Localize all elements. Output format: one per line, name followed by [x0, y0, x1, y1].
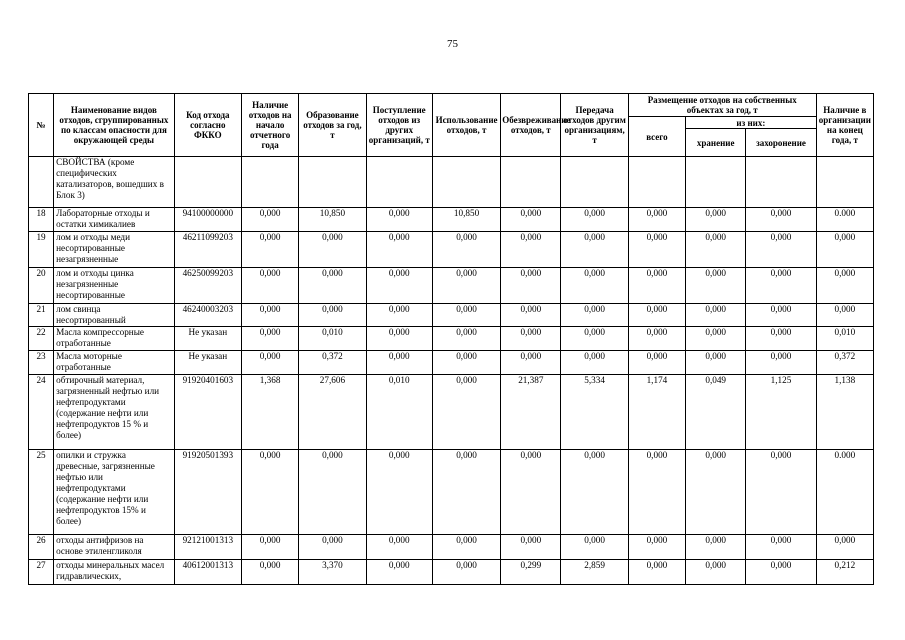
cell-code: 46240003203	[174, 304, 241, 327]
cell-received: 0,010	[366, 375, 432, 450]
cell-no: 19	[29, 232, 54, 268]
cell-used: 0,000	[432, 304, 500, 327]
cell-used: 0,000	[432, 327, 500, 351]
cell-used: 0,000	[432, 535, 500, 560]
cell-no: 21	[29, 304, 54, 327]
cell-name: Лабораторные отходы и остатки химикалиев	[54, 208, 175, 232]
cell-formed: 0,000	[299, 268, 366, 304]
cell-name: отходы антифризов на основе этиленгликоля	[54, 535, 175, 560]
cell-received: 0,000	[366, 450, 432, 535]
cell-transferred: 0,000	[561, 535, 628, 560]
cell-transferred: 5,334	[561, 375, 628, 450]
cell-transferred: 0,000	[561, 268, 628, 304]
cell-neutralized: 0,000	[501, 268, 561, 304]
cell-end: 0,212	[816, 560, 873, 585]
cell-received: 0,000	[366, 232, 432, 268]
cell-neutralized: 0,000	[501, 450, 561, 535]
table-row	[29, 535, 874, 560]
header-name: Наименование видов отходов, сгруппированных по классам опасности для окружающей среды	[54, 94, 175, 157]
cell-name: лом и отходы цинка незагрязненные несортированные	[54, 268, 175, 304]
cell-start: 0,000	[241, 268, 298, 304]
cell-name: Масла моторные отработанные	[54, 351, 175, 375]
cell-end: 0,000	[816, 304, 873, 327]
cell-start: 0,000	[241, 208, 298, 232]
cell-end: 0,010	[816, 327, 873, 351]
cell-received: 0,000	[366, 560, 432, 585]
header-total: всего	[628, 117, 685, 157]
header-end: Наличие в организации на конец года, т	[816, 94, 873, 157]
cell-neutralized: 0,000	[501, 232, 561, 268]
table-row	[29, 351, 874, 375]
header-formed: Образование отходов за год, т	[299, 94, 366, 157]
cell-no: 22	[29, 327, 54, 351]
cell-end: 0,000	[816, 535, 873, 560]
header-transferred: Передача отходов другим организациям, т	[561, 94, 628, 157]
cell-formed: 3,370	[299, 560, 366, 585]
cell-burial: 0,000	[746, 327, 816, 351]
cell-formed: 0,000	[299, 232, 366, 268]
cell-code: 91920401603	[174, 375, 241, 450]
cell-end: 0,000	[816, 232, 873, 268]
table-row	[29, 268, 874, 304]
cell-name: опилки и стружка древесные, загрязненные нефтью или нефтепродуктами (содержание нефти или нефтепродуктов 15% и более)	[54, 450, 175, 535]
cell-no: 27	[29, 560, 54, 585]
cell-start: 0,000	[241, 232, 298, 268]
cell-total: 0,000	[628, 268, 685, 304]
cell-storage: 0,000	[686, 327, 746, 351]
cell-transferred: 0,000	[561, 351, 628, 375]
cell-transferred: 0,000	[561, 450, 628, 535]
cell-end: 0,372	[816, 351, 873, 375]
cell-start: 0,000	[241, 327, 298, 351]
cell-no: 20	[29, 268, 54, 304]
cell-burial: 0,000	[746, 232, 816, 268]
cell-burial: 0,000	[746, 304, 816, 327]
cell-formed: 0,010	[299, 327, 366, 351]
header-placement: Размещение отходов на собственных объектах за год, т	[628, 94, 816, 117]
cell-burial: 1,125	[746, 375, 816, 450]
cell-total: 1,174	[628, 375, 685, 450]
cell-name: отходы минеральных масел гидравлических,	[54, 560, 175, 585]
cell-start: 0,000	[241, 535, 298, 560]
table-row	[29, 208, 874, 232]
cell-used: 0,000	[432, 268, 500, 304]
header-code: Код отхода согласно ФККО	[174, 94, 241, 157]
cell-received: 0,000	[366, 268, 432, 304]
cell-formed: 0,372	[299, 351, 366, 375]
cell-total: 0,000	[628, 351, 685, 375]
cell-name: обтирочный материал, загрязненный нефтью или нефтепродуктами (содержание нефти или нефтепродуктов 15 % и более)	[54, 375, 175, 450]
cell-neutralized: 0,000	[501, 535, 561, 560]
header-no: №	[29, 94, 54, 157]
cell-storage: 0,000	[686, 535, 746, 560]
cell-no: 18	[29, 208, 54, 232]
cell-used: 0,000	[432, 375, 500, 450]
cell-storage: 0,000	[686, 268, 746, 304]
waste-table	[28, 93, 874, 585]
cell-neutralized: 0,000	[501, 351, 561, 375]
cell-storage: 0,000	[686, 351, 746, 375]
cell-storage: 0,000	[686, 560, 746, 585]
cell-formed: 0,000	[299, 450, 366, 535]
cell-transferred: 2,859	[561, 560, 628, 585]
cell-code: Не указан	[174, 327, 241, 351]
cell-neutralized: 0,000	[501, 304, 561, 327]
cell-total: 0,000	[628, 208, 685, 232]
table-row	[29, 327, 874, 351]
cell-start: 0,000	[241, 450, 298, 535]
cell-used: 0,000	[432, 450, 500, 535]
header-received: Поступление отходов из других организаций, т	[366, 94, 432, 157]
cell-code: 92121001313	[174, 535, 241, 560]
cell-used: 0,000	[432, 560, 500, 585]
cell-total: 0,000	[628, 232, 685, 268]
cell-total: 0,000	[628, 535, 685, 560]
header-of-which: из них:	[686, 117, 817, 129]
cell-burial: 0,000	[746, 351, 816, 375]
cell-storage: 0,000	[686, 304, 746, 327]
cell-end: 1,138	[816, 375, 873, 450]
cell-code: 46250099203	[174, 268, 241, 304]
cell-start: 1,368	[241, 375, 298, 450]
cell-storage: 0,000	[686, 232, 746, 268]
cell-total: 0,000	[628, 304, 685, 327]
cell-used: 10,850	[432, 208, 500, 232]
cell-neutralized: 0,299	[501, 560, 561, 585]
table-row-continuation	[29, 157, 874, 208]
cell-start: 0,000	[241, 560, 298, 585]
table-row	[29, 560, 874, 585]
cell-code: 91920501393	[174, 450, 241, 535]
page-number: 75	[447, 38, 458, 50]
cell-end: 0.000	[816, 450, 873, 535]
header-neutralized: Обезвреживание отходов, т	[501, 94, 561, 157]
continuation-name: СВОЙСТВА (кроме специфических катализаторов, вошедших в Блок 3)	[54, 157, 175, 208]
cell-formed: 27,606	[299, 375, 366, 450]
cell-formed: 10,850	[299, 208, 366, 232]
cell-storage: 0,000	[686, 450, 746, 535]
cell-neutralized: 0,000	[501, 327, 561, 351]
cell-transferred: 0,000	[561, 232, 628, 268]
cell-code: 40612001313	[174, 560, 241, 585]
cell-storage: 0,049	[686, 375, 746, 450]
cell-no: 24	[29, 375, 54, 450]
cell-received: 0,000	[366, 351, 432, 375]
cell-start: 0,000	[241, 304, 298, 327]
cell-received: 0,000	[366, 327, 432, 351]
cell-received: 0,000	[366, 304, 432, 327]
cell-total: 0,000	[628, 450, 685, 535]
header-burial: захоронение	[746, 129, 816, 157]
cell-transferred: 0,000	[561, 304, 628, 327]
cell-transferred: 0,000	[561, 208, 628, 232]
table-row	[29, 375, 874, 450]
cell-name: Масла компрессорные отработанные	[54, 327, 175, 351]
cell-end: 0,000	[816, 268, 873, 304]
cell-burial: 0,000	[746, 535, 816, 560]
cell-burial: 0,000	[746, 268, 816, 304]
header-storage: хранение	[686, 129, 746, 157]
cell-no: 23	[29, 351, 54, 375]
cell-start: 0,000	[241, 351, 298, 375]
cell-burial: 0,000	[746, 208, 816, 232]
cell-formed: 0,000	[299, 304, 366, 327]
cell-transferred: 0,000	[561, 327, 628, 351]
cell-neutralized: 0,000	[501, 208, 561, 232]
cell-name: лом свинца несортированный	[54, 304, 175, 327]
header-start: Наличие отходов на начало отчетного года	[241, 94, 298, 157]
cell-code: 94100000000	[174, 208, 241, 232]
cell-received: 0,000	[366, 208, 432, 232]
cell-name: лом и отходы меди несортированные незагрязненные	[54, 232, 175, 268]
cell-used: 0,000	[432, 351, 500, 375]
cell-burial: 0,000	[746, 450, 816, 535]
table-row	[29, 232, 874, 268]
cell-formed: 0,000	[299, 535, 366, 560]
cell-code: 46211099203	[174, 232, 241, 268]
cell-storage: 0,000	[686, 208, 746, 232]
cell-total: 0,000	[628, 560, 685, 585]
cell-burial: 0,000	[746, 560, 816, 585]
table-row	[29, 450, 874, 535]
cell-neutralized: 21,387	[501, 375, 561, 450]
cell-used: 0,000	[432, 232, 500, 268]
cell-code: Не указан	[174, 351, 241, 375]
cell-no: 26	[29, 535, 54, 560]
table-row	[29, 304, 874, 327]
cell-end: 0.000	[816, 208, 873, 232]
cell-no: 25	[29, 450, 54, 535]
cell-total: 0,000	[628, 327, 685, 351]
header-used: Использование отходов, т	[432, 94, 500, 157]
cell-received: 0,000	[366, 535, 432, 560]
